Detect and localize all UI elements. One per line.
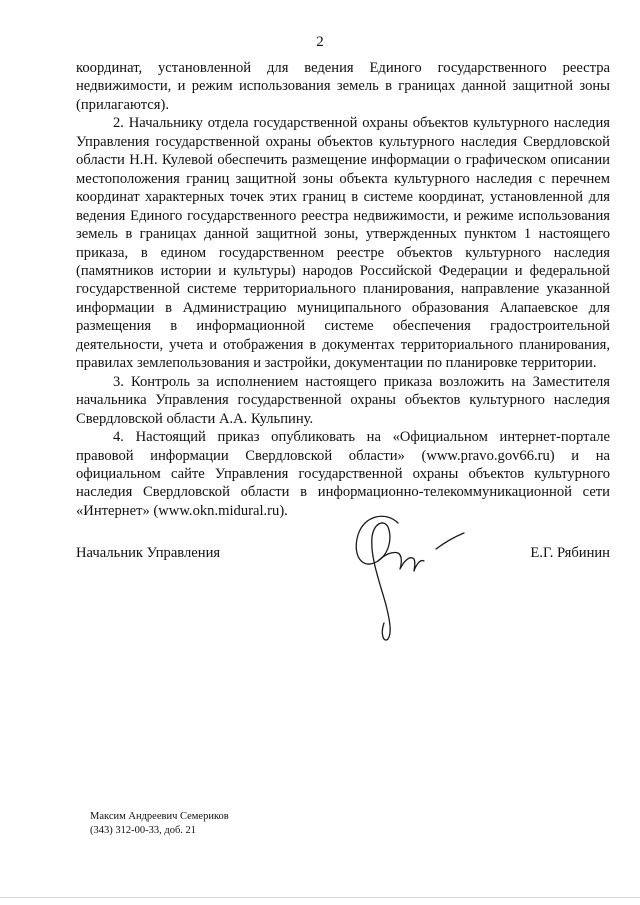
order-body	[76, 59, 610, 520]
signatory-position: Начальник Управления	[76, 545, 221, 561]
paragraph-item-3: 3. Контроль за исполнением настоящего приказа возложить на Заместителя начальника Управления государственной охраны объектов культурного наследия Свердловской области А.А. Кульпину.	[76, 373, 610, 427]
executor-name: Максим Андреевич Семериков	[90, 811, 229, 822]
paragraph-continuation: координат, установленной для ведения Единого государственного реестра недвижимости, и режим использования земель в границах данной защитной зоны (прилагаются).	[76, 60, 610, 113]
executor-phone: (343) 312-00-33, доб. 21	[90, 825, 197, 836]
paragraph-item-4: 4. Настоящий приказ опубликовать на «Официальном интернет-портале правовой информации Свердловской области» (www.pravo.gov66.ru) и на официальном сайте Управления государственной охраны объектов культурного наследия Свердловской области в информационно-телекоммуникационной сети «Интернет» (www.okn.midural.ru).	[76, 429, 610, 519]
paragraph-item-2: 2. Начальнику отдела государственной охраны объектов культурного наследия Управления государственной охраны объектов культурного наследия Свердловской области Н.Н. Кулевой обеспечить размещение информации о графическом описании местоположения границ защитной зоны объекта культурного наследия с перечнем координат характерных точек этих границ в системе координат, установленной для ведения Единого государственного реестра недвижимости, и режиме использования земель в границах данной защитной зоны, утвержденных пунктом 1 настоящего приказа, в едином государственном реестре объектов культурного наследия (памятников истории и культуры) народов Российской Федерации и федеральной государственной системе территориального планирования, направление указанной информации в Администрацию муниципального образования Алапаевское для размещения в информационной системе обеспечения градостроительной деятельности, учета и отображения в документах территориального планирования, правилах землепользования и застройки, документации по планировке территории.	[76, 115, 610, 372]
page-bottom-edge	[0, 897, 640, 898]
page-number: 2	[316, 34, 324, 50]
signatory-name: Е.Г. Рябинин	[530, 545, 610, 561]
handwritten-signature	[340, 505, 470, 645]
executor-footer	[90, 810, 229, 838]
